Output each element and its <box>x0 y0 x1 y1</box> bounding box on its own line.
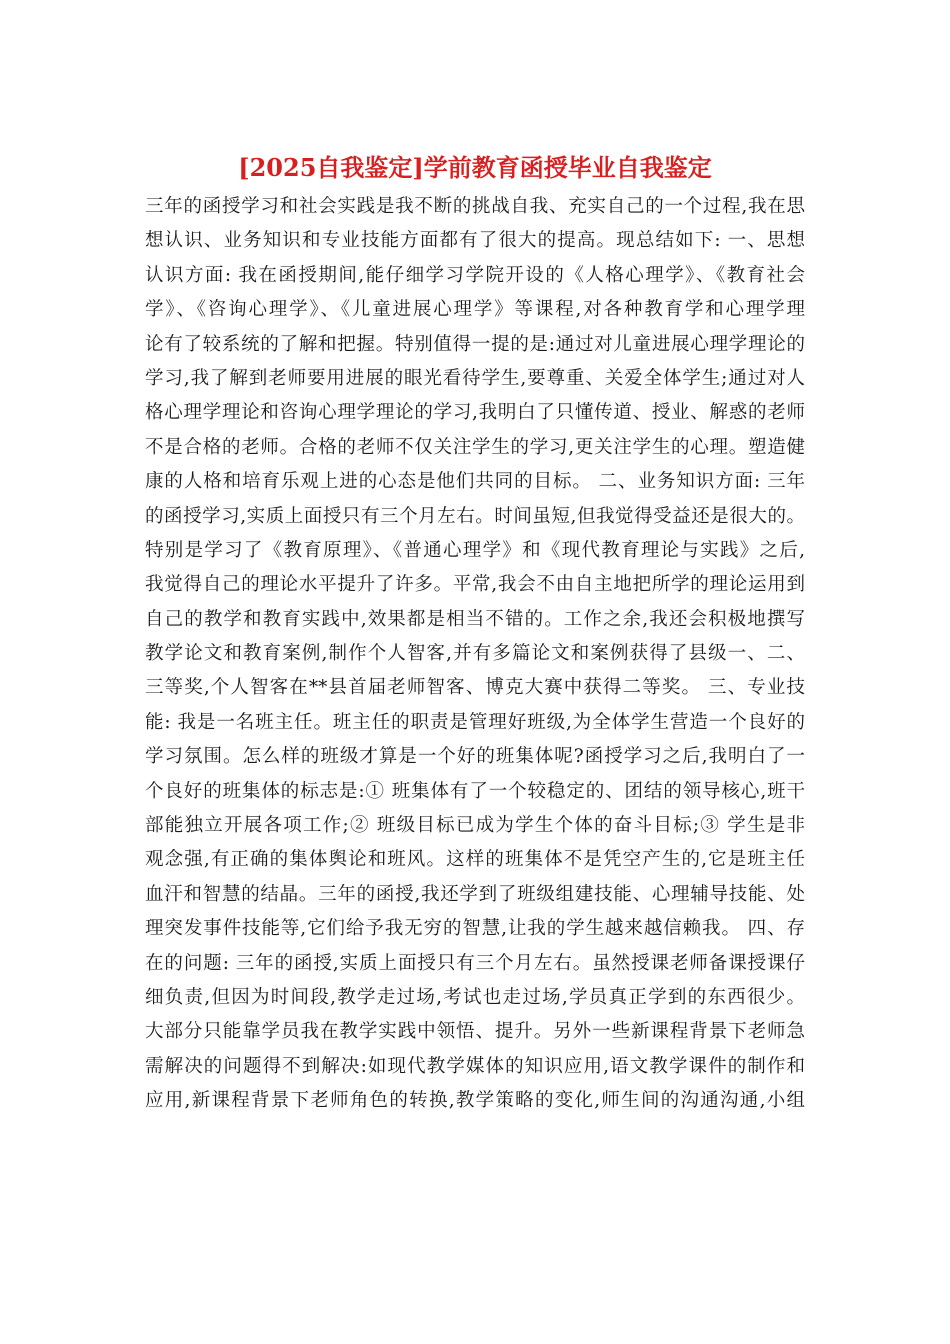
body-line: 格心理学理论和咨询心理学理论的学习,我明白了只懂传道、授业、解惑的老师 <box>145 402 805 424</box>
body-line: 的函授学习,实质上面授只有三个月左右。时间虽短,但我觉得受益还是很大的。 <box>145 505 805 527</box>
body-line: 认识方面: 我在函授期间,能仔细学习学院开设的《人格心理学》、《教育社会 <box>145 264 805 286</box>
body-line: 学习氛围。怎么样的班级才算是一个好的班集体呢?函授学习之后,我明白了一 <box>145 746 805 768</box>
body-line: 教学论文和教育案例,制作个人智客,并有多篇论文和案例获得了县级一、二、 <box>145 643 805 665</box>
document-title: [2025自我鉴定]学前教育函授毕业自我鉴定 <box>238 153 712 182</box>
body-line: 想认识、业务知识和专业技能方面都有了很大的提高。现总结如下: 一、思想 <box>145 230 805 252</box>
body-line: 自己的教学和教育实践中,效果都是相当不错的。工作之余,我还会积极地撰写 <box>145 608 805 630</box>
body-line: 血汗和智慧的结晶。三年的函授,我还学到了班级组建技能、心理辅导技能、处 <box>145 883 805 905</box>
body-line: 学习,我了解到老师要用进展的眼光看待学生,要尊重、关爱全体学生;通过对人 <box>145 367 805 389</box>
body-line: 三等奖,个人智客在**县首届老师智客、博克大赛中获得二等奖。 三、专业技 <box>145 677 805 699</box>
body-line: 应用,新课程背景下老师角色的转换,教学策略的变化,师生间的沟通沟通,小组 <box>145 1090 805 1112</box>
body-line: 不是合格的老师。合格的老师不仅关注学生的学习,更关注学生的心理。塑造健 <box>145 436 805 458</box>
body-line: 康的人格和培育乐观上进的心态是他们共同的目标。 二、业务知识方面: 三年 <box>145 471 805 493</box>
body-line: 部能独立开展各项工作;② 班级目标已成为学生个体的奋斗目标;③ 学生是非 <box>145 815 805 837</box>
body-line: 我觉得自己的理论水平提升了许多。平常,我会不由自主地把所学的理论运用到 <box>145 574 805 596</box>
body-line: 个良好的班集体的标志是:① 班集体有了一个较稳定的、团结的领导核心,班干 <box>145 780 805 802</box>
body-line: 需解决的问题得不到解决:如现代教学媒体的知识应用,语文教学课件的制作和 <box>145 1055 805 1077</box>
body-line: 学》、《咨询心理学》、《儿童进展心理学》等课程,对各种教育学和心理学理 <box>145 299 805 321</box>
body-line: 能: 我是一名班主任。班主任的职责是管理好班级,为全体学生营造一个良好的 <box>145 711 805 733</box>
body-line: 理突发事件技能等,它们给予我无穷的智慧,让我的学生越来越信赖我。 四、存 <box>145 918 805 940</box>
body-line: 特别是学习了《教育原理》、《普通心理学》和《现代教育理论与实践》之后, <box>145 539 805 561</box>
body-line: 在的问题: 三年的函授,实质上面授只有三个月左右。虽然授课老师备课授课仔 <box>145 952 805 974</box>
body-line: 论有了较系统的了解和把握。特别值得一提的是:通过对儿童进展心理学理论的 <box>145 333 805 355</box>
document-body <box>145 190 805 1119</box>
body-line: 观念强,有正确的集体舆论和班风。这样的班集体不是凭空产生的,它是班主任 <box>145 849 805 871</box>
body-line: 大部分只能靠学员我在教学实践中领悟、提升。另外一些新课程背景下老师急 <box>145 1021 805 1043</box>
body-line: 细负责,但因为时间段,教学走过场,考试也走过场,学员真正学到的东西很少。 <box>145 986 805 1008</box>
body-line: 三年的函授学习和社会实践是我不断的挑战自我、充实自己的一个过程,我在思 <box>145 196 805 217</box>
